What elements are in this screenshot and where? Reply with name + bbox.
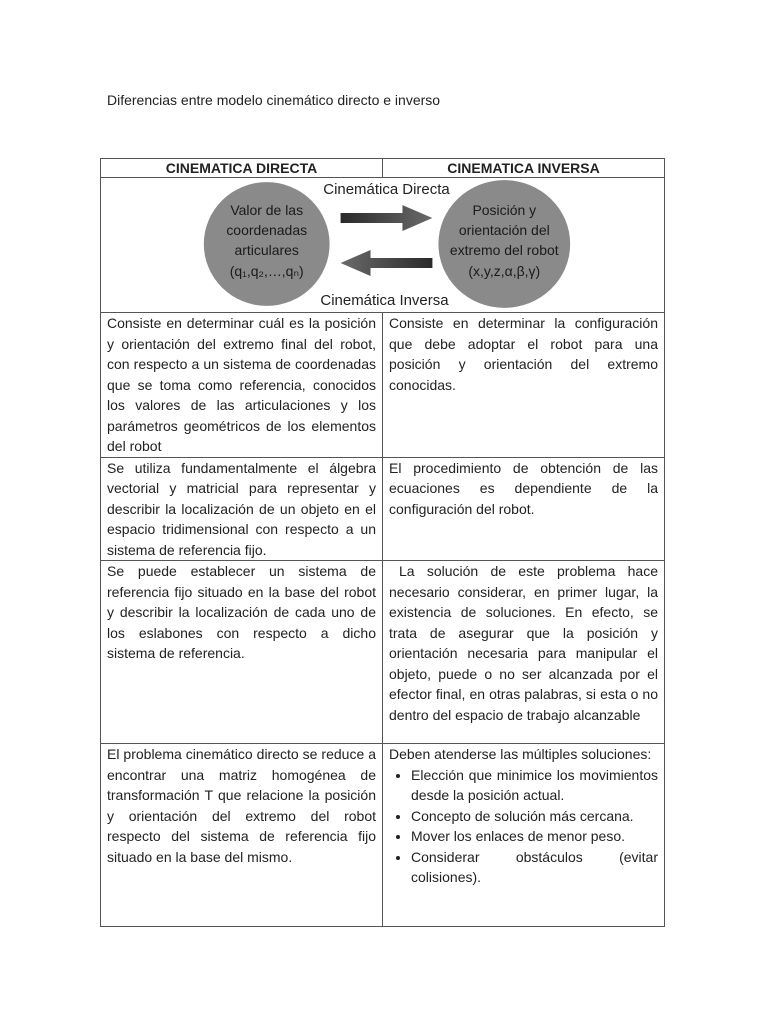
- end-effector-coords: (x,y,z,α,β,γ): [468, 262, 541, 279]
- directa-cell: Se puede establecer un sistema de referencia fijo situado en la base del robot y describir la localización de cada uno de los eslabones con respecto a dicho sistema de referencia.: [101, 561, 383, 744]
- directa-cell: Se utiliza fundamentalmente el álgebra vectorial y matricial para representar y describir la localización de un objeto en el espacio tridimensional con respecto a un sistema de referencia fijo.: [101, 457, 383, 561]
- directa-cell: El problema cinemático directo se reduce a encontrar una matriz homogénea de transformación T que relacione la posición y orientación del extremo del robot respecto del sistema de referencia fijo situado en la base del mismo.: [101, 744, 383, 927]
- forward-arrow: [341, 205, 433, 231]
- table-header-row: [101, 159, 665, 178]
- page-title: Diferencias entre modelo cinemático directo e inverso: [107, 92, 441, 108]
- table-row: [101, 457, 665, 561]
- solutions-intro: Deben atenderse las múltiples soluciones:: [389, 746, 652, 762]
- end-effector-line-2: orientación del: [458, 222, 550, 239]
- joint-values-line-2: coordenadas: [226, 222, 308, 239]
- comparison-table: [100, 158, 665, 927]
- header-inversa: CINEMATICA INVERSA: [383, 159, 665, 178]
- list-item: • Concepto de solución más cercana.: [411, 806, 658, 827]
- diagram-cell: [101, 178, 665, 313]
- inversa-cell: [383, 744, 665, 927]
- forward-kinematics-label: Cinemática Directa: [323, 181, 450, 199]
- list-item: • Elección que minimice los movimientos desde la posición actual.: [411, 765, 658, 806]
- inversa-cell: El procedimiento de obtención de las ecuaciones es dependiente de la configuración del robot.: [383, 457, 665, 561]
- header-directa: CINEMATICA DIRECTA: [101, 159, 383, 178]
- table-row: [101, 561, 665, 744]
- diagram-row: [101, 178, 665, 313]
- end-effector-line-1: Posición y: [472, 202, 537, 219]
- inverse-kinematics-label: Cinemática Inversa: [320, 291, 449, 309]
- inversa-cell: La solución de este problema hace necesario considerar, en primer lugar, la existencia de soluciones. En efecto, se trata de asegurar que la posición y orientación necesaria para manipular el objeto, puede o no ser alcanzada por el efector final, en otras palabras, si esta o no dentro del espacio de trabajo alcanzable: [383, 561, 665, 744]
- joint-values-line-1: Valor de las: [230, 202, 304, 219]
- end-effector-line-3: extremo del robot: [449, 241, 559, 258]
- kinematics-diagram: [101, 178, 664, 312]
- list-item: • Considerar obstáculos (evitar colisiones).: [411, 847, 658, 888]
- solutions-list: [389, 765, 658, 888]
- table-row: [101, 744, 665, 927]
- joint-values-line-3: articulares: [234, 241, 299, 258]
- inverse-arrow: [341, 250, 433, 276]
- list-item: • Mover los enlaces de menor peso.: [411, 826, 658, 847]
- directa-cell: Consiste en determinar cuál es la posición y orientación del extremo final del robot, con respecto a un sistema de coordenadas que se toma como referencia, conocidos los valores de las articulaciones y los parámetros geométricos de los elementos del robot: [101, 313, 383, 458]
- inversa-cell: Consiste en determinar la configuración que debe adoptar el robot para una posición y orientación del extremo conocidas.: [383, 313, 665, 458]
- table-row: [101, 313, 665, 458]
- joint-values-coords: (q₁,q₂,…,qₙ): [229, 262, 304, 279]
